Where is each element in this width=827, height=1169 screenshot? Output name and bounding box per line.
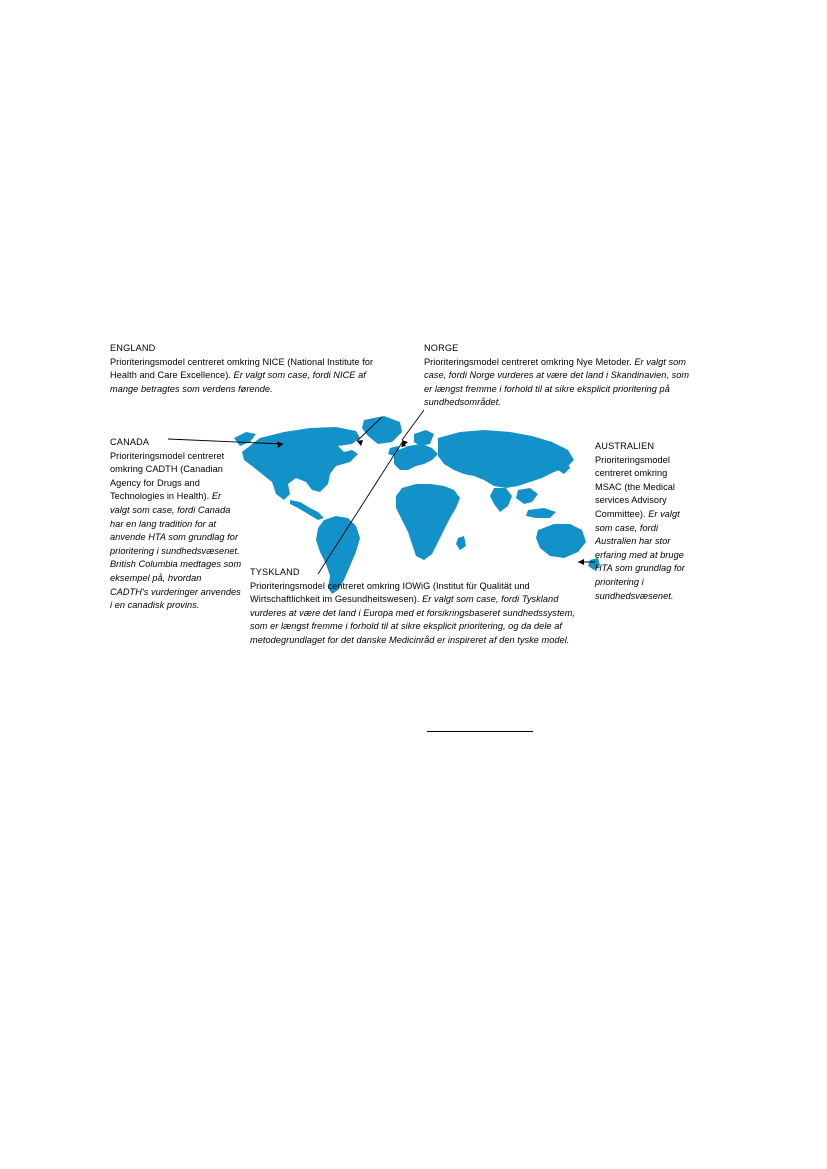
callout-norge-body-plain: Prioriteringsmodel centreret omkring Nye Metoder. xyxy=(424,356,635,367)
callout-england-title: ENGLAND xyxy=(110,343,156,353)
callout-norge xyxy=(424,342,692,410)
callout-england-body-plain: Prioriteringsmodel centreret omkring NICE (National Institute for Health and Care Excellence). xyxy=(110,356,374,381)
region-australia xyxy=(536,524,586,558)
region-greenland xyxy=(362,416,402,444)
callout-canada-body-plain: Prioriteringsmodel centreret omkring CADTH (Canadian Agency for Drugs and Technologies in Health). xyxy=(110,450,225,502)
region-central-america xyxy=(290,500,324,520)
callout-canada-body-italic: Er valgt som case, fordi Canada har en lang tradition for at anvende HTA som grundlag for prioritering i sundhedsvæsenet. British Columbia medtages som eksempel på, hvordan CADTH's vurderinger anvendes i en canadisk provins. xyxy=(110,491,242,611)
region-africa xyxy=(396,484,460,560)
region-asia xyxy=(438,430,574,488)
callout-australien-body-italic: Er valgt som case, fordi Australien har stor erfaring med at bruge HTA som grundlag for prioritering i sundhedsvæsenet. xyxy=(595,508,685,601)
region-scandinavia xyxy=(414,430,434,446)
callout-tyskland-title: TYSKLAND xyxy=(250,567,300,577)
callout-england-body xyxy=(110,356,380,397)
callout-australien-body-plain: Prioriteringsmodel centreret omkring MSAC (the Medical services Advisory Committee). xyxy=(595,454,675,519)
region-madagascar xyxy=(456,536,466,550)
callout-norge-body xyxy=(424,356,692,410)
region-southeast-asia xyxy=(516,488,538,504)
callout-england-body-italic: Er valgt som case, fordi NICE af mange betragtes som verdens førende. xyxy=(110,370,366,394)
region-indonesia xyxy=(526,508,556,518)
region-europe xyxy=(394,444,438,470)
callout-england xyxy=(110,342,380,396)
callout-canada xyxy=(110,436,242,613)
callout-australien-body xyxy=(595,454,695,604)
callout-tyskland xyxy=(250,566,575,648)
region-india xyxy=(490,488,512,512)
callout-canada-title: CANADA xyxy=(110,437,150,447)
callout-australien xyxy=(595,440,695,603)
callout-tyskland-body xyxy=(250,580,575,648)
callout-norge-body-italic: Er valgt som case, fordi Norge vurderes at være det land i Skandinavien, som er længst fremme i forhold til at sikre eksplicit prioritering på sundhedsområdet. xyxy=(424,356,690,408)
callout-tyskland-body-plain: Prioriteringsmodel centreret omkring IOWiG (Institut für Qualität und Wirtschaftlichkeit im Gesundheitswesen). xyxy=(250,580,530,605)
callout-canada-body xyxy=(110,450,242,613)
callout-tyskland-body-italic: Er valgt som case, fordi Tyskland vurderes at være det land i Europa med et forsikringsbaseret sundhedssystem, som er længst fremme i forhold til at sikre eksplicit prioritering, og da dele af metodegrundlaget for det danske Medicinråd er inspireret af den tyske model. xyxy=(250,594,576,645)
footnote-separator-rule xyxy=(427,731,533,732)
callout-australien-title: AUSTRALIEN xyxy=(595,441,655,451)
region-north-america xyxy=(242,427,360,500)
callout-norge-title: NORGE xyxy=(424,343,459,353)
